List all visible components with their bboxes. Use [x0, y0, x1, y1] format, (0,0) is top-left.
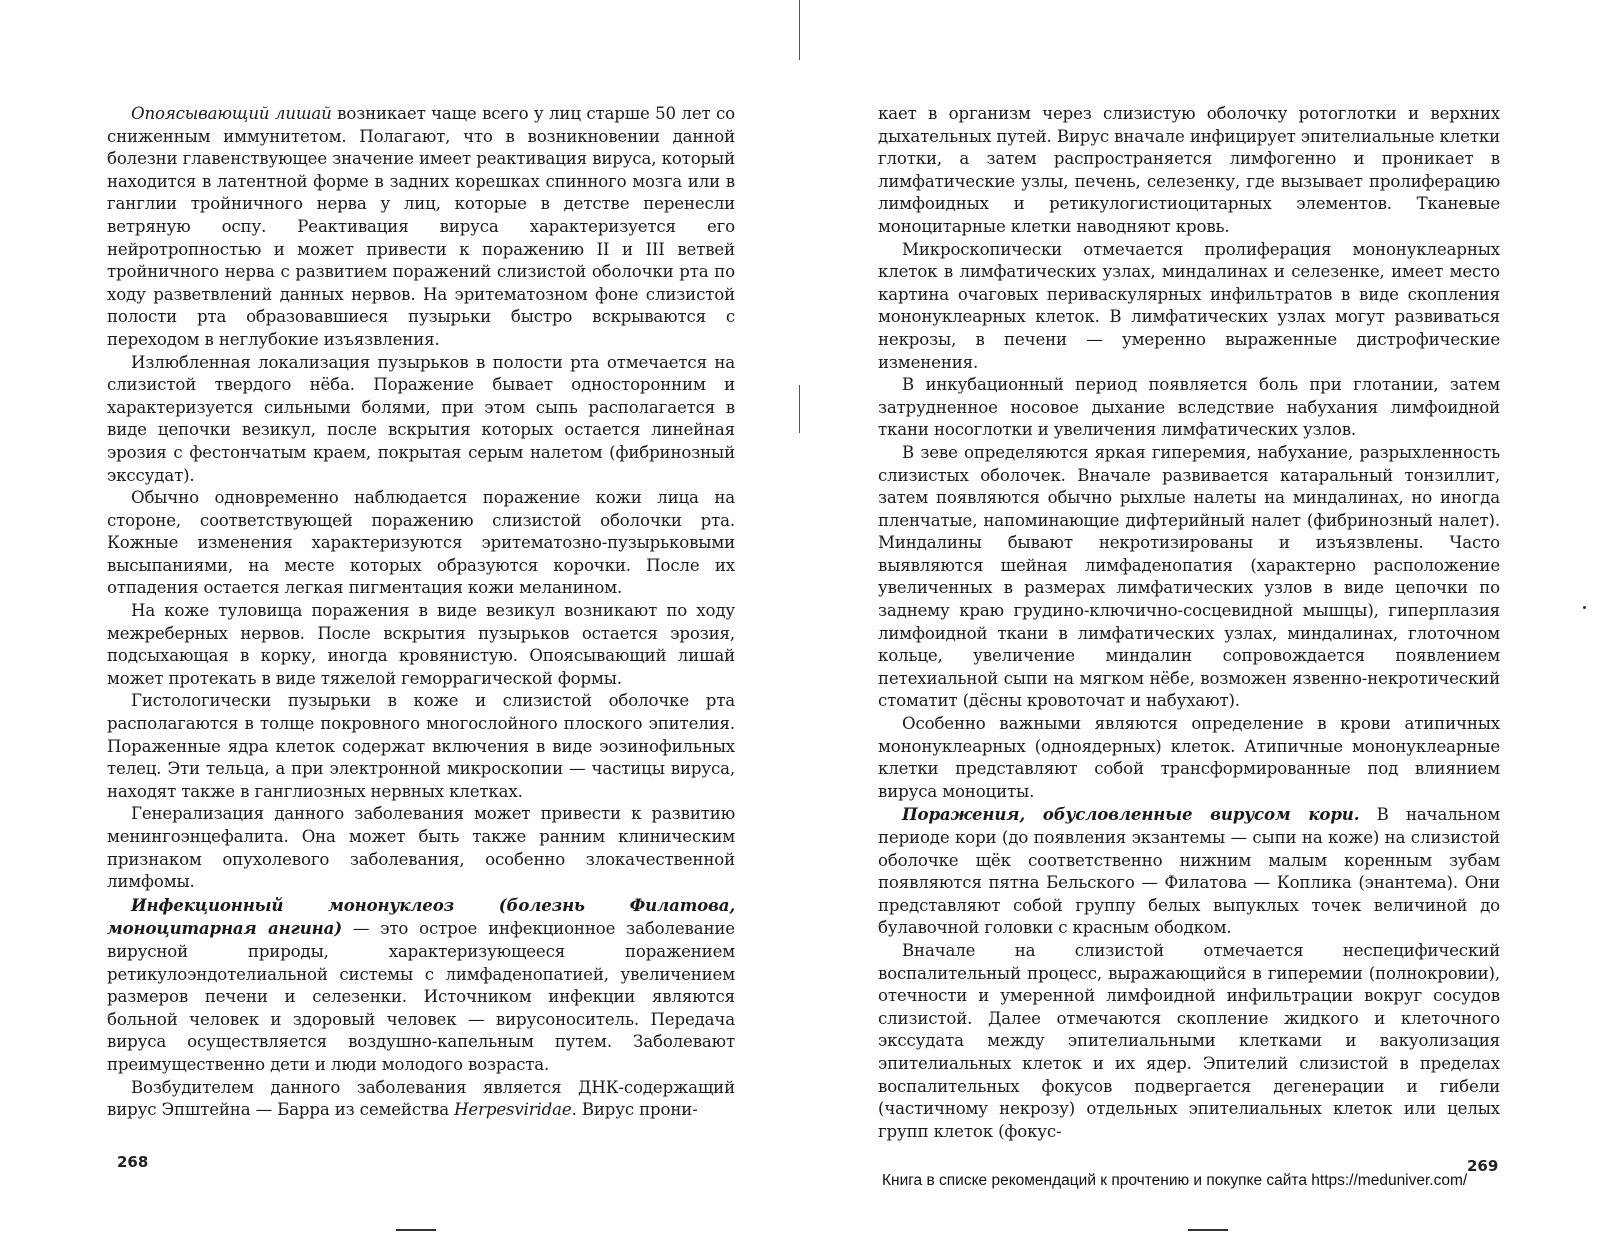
term-lead: Поражения, обусловленные вирусом кори. [902, 804, 1360, 825]
scan-edge-mark [396, 1229, 436, 1231]
paragraph-text: — это острое инфекционное заболевание вирусной природы, характеризующееся поражением ретикулоэндотелиальной системы с лимфаденопатией, увеличением размеров печени и селезенки. Источником инфекции являются больной человек и здоровый человек — вирусоноситель. Передача вируса осуществляется воздушно-капельным путем. Заболевают преимущественно дети и люди молодого возраста. [107, 919, 735, 1074]
paragraph-text: возникает чаще всего у лиц старше 50 лет со сниженным иммунитетом. Полагают, что в возникновении данной болезни главенствующее значение имеет реактивация вируса, который находится в латентной форме в задних корешках спинного мозга или в ганглии тройничного нерва у лиц, которые в детстве перенесли ветряную оспу. Реактивация вируса характеризуется его нейротропностью и может привести к поражению II и III ветвей тройничного нерва с развитием поражений слизистой оболочки рта по ходу разветвлений данных нервов. На эритематозном фоне слизистой полости рта образовавшиеся пузырьки быстро вскрываются с переходом в неглубокие изъязвления. [107, 104, 735, 349]
page-number: 268 [117, 1153, 149, 1171]
right-text-column [878, 103, 1500, 1143]
paragraph: Вначале на слизистой отмечается неспецифический воспалительный процесс, выражающийся в гиперемии (полнокровии), отечности и умеренной лимфоидной инфильтрации вокруг сосудов слизистой. Далее отмечаются скопление жидкого и клеточного экссудата между эпителиальными клетками и вакуолизация эпителиальных клеток и их ядер. Эпителий слизистой в пределах воспалительных фокусов подвергается дегенерации и гибели (частичному некрозу) отдельных эпителиальных клеток или целых групп клеток (фокус- [878, 940, 1500, 1141]
paragraph-text: Возбудителем данного заболевания является ДНК-содержащий вирус Эпштейна — Барра из семейства [107, 1077, 735, 1120]
latin-term: Herpesviridae [454, 1100, 572, 1120]
paragraph: Обычно одновременно наблюдается поражение кожи лица на стороне, соответствующей поражению слизистой оболочки рта. Кожные изменения характеризуются эритематозно-пузырьковыми высыпаниями, на месте которых образуются корочки. После их отпадения остается легкая пигментация кожи меланином. [107, 488, 735, 598]
term-lead: Опоясывающий лишай [131, 104, 332, 123]
page-number: 269 [1467, 1157, 1499, 1175]
paragraph: Особенно важными являются определение в крови атипичных мононуклеарных (одноядерных) клеток. Атипичные мононуклеарные клетки представляют собой трансформированные под влиянием вируса моноциты. [878, 714, 1500, 801]
right-page [800, 0, 1600, 1234]
paragraph: В зеве определяются яркая гиперемия, набухание, разрыхленность слизистых оболочек. Вначале развивается катаральный тонзиллит, затем появляются обычно рыхлые налеты на миндалинах, но иногда пленчатые, напоминающие дифтерийный налет (фибринозный налет). Миндалины бывают некротизированы и изъязвлены. Часто выявляются шейная лимфаденопатия (характерно расположение увеличенных в размерах лимфатических узлов в виде цепочки по заднему краю грудино-ключично-сосцевидной мышцы), гиперплазия лимфоидной ткани в лимфатических узлах, миндалинах, глоточном кольце, увеличение миндалин сопровождается появлением петехиальной сыпи на мягком нёбе, возможен язвенно-некротический стоматит (дёсны кровоточат и набухают). [878, 442, 1500, 711]
term-lead: Инфекционный мононуклеоз (болезнь Филатова, моноцитарная ангина) [107, 894, 735, 939]
paragraph: Генерализация данного заболевания может привести к развитию менингоэнцефалита. Она может быть также ранним клиническим признаком опухолевого заболевания, особенно злокачественной лимфомы. [107, 804, 735, 892]
paragraph [107, 894, 735, 1077]
paragraph: Гистологически пузырьки в коже и слизистой оболочке рта располагаются в толще покровного многослойного плоского эпителия. Пораженные ядра клеток содержат включения в виде эозинофильных телец. Эти тельца, а при электронной микроскопии — частицы вируса, находят также в ганглиозных нервных клетках. [107, 691, 735, 801]
paragraph: Микроскопически отмечается пролиферация мононуклеарных клеток в лимфатических узлах, миндалинах и селезенке, имеет место картина очаговых периваскулярных инфильтратов в виде скопления мононуклеарных клеток. В лимфатических узлах могут развиваться некрозы, в печени — умеренно выраженные дистрофические изменения. [878, 239, 1500, 372]
paragraph: В инкубационный период появляется боль при глотании, затем затрудненное носовое дыхание вследствие набухания лимфоидной ткани носоглотки и увеличения лимфатических узлов. [878, 375, 1500, 440]
paragraph: кает в организм через слизистую оболочку ротоглотки и верхних дыхательных путей. Вирус вначале инфицирует эпителиальные клетки глотки, а затем распространяется лимфогенно и проникает в лимфатические узлы, печень, селезенку, где вызывает пролиферацию лимфоидных и ретикулогистиоцитарных элементов. Тканевые моноцитарные клетки наводняют кровь. [878, 104, 1500, 236]
paragraph-text: В начальном периоде кори (до появления экзантемы — сыпи на коже) на слизистой оболочке щёк соответственно нижним малым коренным зубам появляются пятна Бельского — Филатова — Коплика (энантема). Они представляют собой группу белых выпуклых точек величиной до булавочной головки с красным ободком. [878, 805, 1501, 938]
paragraph [107, 1077, 735, 1122]
footer-note: Книга в списке рекомендаций к прочтению и покупке сайта https://meduniver.com/ [882, 1172, 1468, 1189]
paragraph-text: . Вирус прони- [571, 1100, 698, 1120]
paragraph [878, 803, 1500, 940]
paragraph [107, 103, 735, 352]
paragraph: На коже туловища поражения в виде везикул возникают по ходу межреберных нервов. После вскрытия пузырьков остается эрозия, подсыхающая в корку, иногда кровянистую. Опоясывающий лишай может протекать в виде тяжелой геморрагической формы. [107, 601, 735, 688]
left-text-column [107, 103, 735, 1122]
paragraph: Излюбленная локализация пузырьков в полости рта отмечается на слизистой твердого нёба. Поражение бывает односторонним и характеризуется сильными болями, при этом сыпь располагается в виде цепочки везикул, после вскрытия которых остается линейная эрозия с фестончатым краем, покрытая серым налетом (фибринозный экссудат). [107, 352, 735, 485]
